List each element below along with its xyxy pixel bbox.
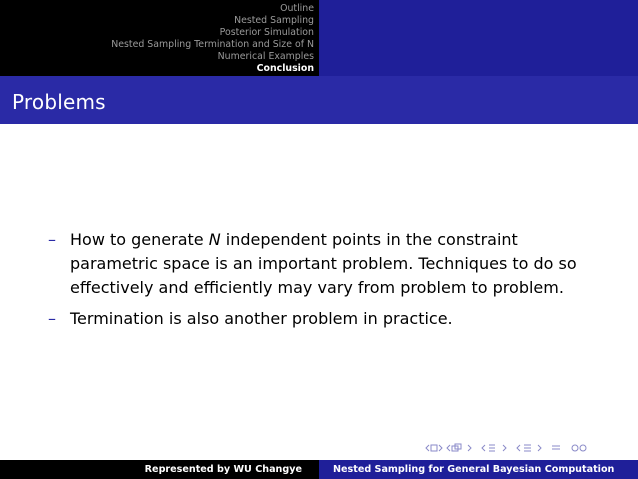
beamer-navigation-symbols	[425, 442, 591, 456]
outline-item-posterior-simulation[interactable]: Posterior Simulation	[219, 27, 314, 38]
footer-author: Represented by WU Changye	[0, 460, 319, 479]
text-fragment: independent points in the constraint parametric space is an important problem. Techniques to do so effectively and efficiently may vary from problem to problem.	[70, 230, 577, 297]
text-fragment: How to generate	[70, 230, 209, 249]
outline-item-termination[interactable]: Nested Sampling Termination and Size of N	[111, 39, 314, 50]
header-bar	[0, 0, 638, 76]
section-outline	[111, 3, 314, 75]
footer-title: Nested Sampling for General Bayesian Computation	[319, 460, 638, 479]
outline-item-numerical-examples[interactable]: Numerical Examples	[217, 51, 314, 62]
list-item	[48, 307, 608, 331]
outline-item-outline[interactable]: Outline	[280, 3, 314, 14]
footer-bar	[0, 460, 638, 479]
nav-subsection-icon[interactable]	[481, 443, 507, 456]
nav-section-icon[interactable]	[516, 443, 542, 456]
list-item-text	[70, 228, 608, 300]
outline-item-conclusion[interactable]: Conclusion	[256, 63, 314, 74]
list-item-text: Termination is also another problem in practice.	[70, 309, 453, 328]
list-item	[48, 228, 608, 300]
dash-bullet-icon: –	[48, 309, 56, 328]
nav-frame-icon[interactable]	[446, 443, 472, 456]
nav-align-icon[interactable]	[551, 443, 561, 456]
nav-first-icon[interactable]	[425, 443, 443, 456]
header-left-panel	[0, 0, 319, 76]
outline-item-nested-sampling[interactable]: Nested Sampling	[234, 15, 314, 26]
math-variable: N	[208, 230, 221, 249]
frame-title: Problems	[12, 90, 106, 114]
frame-title-bar	[0, 76, 638, 124]
header-right-panel	[319, 0, 638, 76]
nav-search-icon[interactable]	[570, 443, 588, 456]
bullet-list	[48, 228, 608, 338]
dash-bullet-icon: –	[48, 230, 56, 249]
